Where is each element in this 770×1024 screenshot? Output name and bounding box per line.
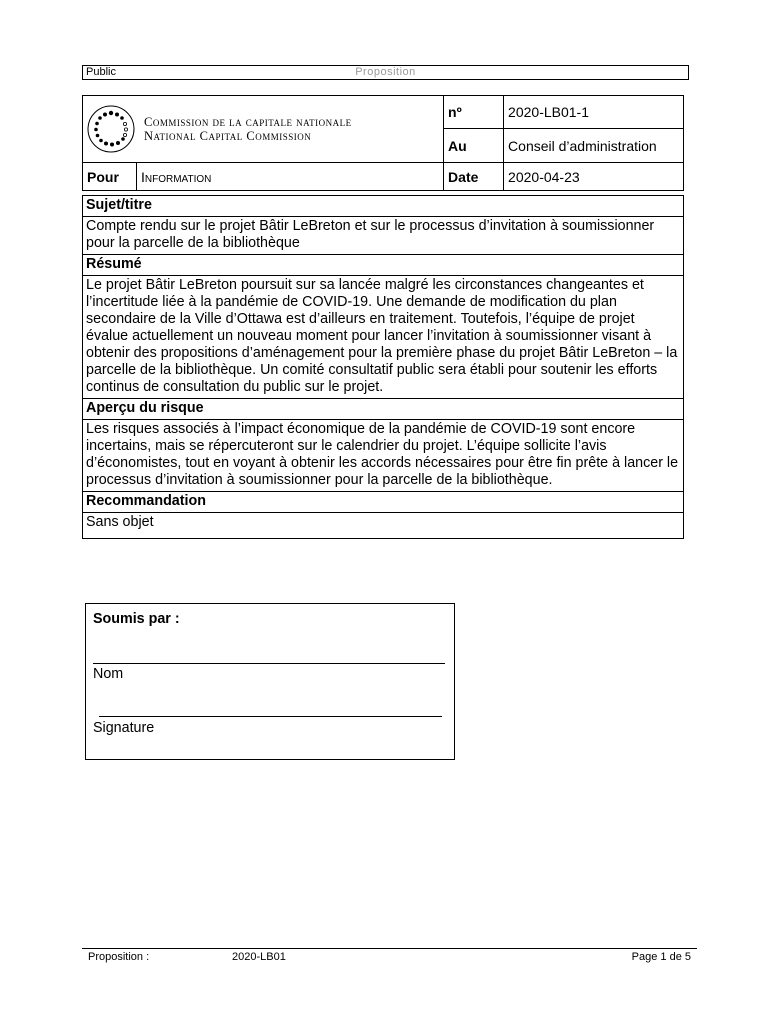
signature-label: Signature [93,720,155,736]
footer-proposition-value: 2020-LB01 [232,951,286,963]
subject-text: Compte rendu sur le projet Bâtir LeBreton et sur le processus d’invitation à soumissionner pour la parcelle de la bibliothèque [83,217,684,255]
submission-box [85,603,455,760]
purpose-label: Pour [83,163,137,191]
summary-text: Le projet Bâtir LeBreton poursuit sur sa lancée malgré les circonstances changeantes et l’incertitude liée à la pandémie de COVID-19. Une demande de modification du plan secondaire de la Ville d’Ottawa est d’ailleurs en traitement. Toutefois, l’équipe de projet évalue actuellement un nouveau moment pour lancer l’invitation à soumissionner visant à obtenir des propositions d’aménagement pour la première phase du projet Bâtir LeBreton – la parcelle de la bibliothèque. Un comité consultatif public sera établi pour soutenir les efforts continus de consultation du public sur le projet. [83,276,684,399]
purpose-value: Information [137,163,444,191]
page-footer [82,948,697,963]
logo-cell [83,96,444,163]
name-line[interactable] [93,663,445,664]
recommendation-heading: Recommandation [83,492,684,513]
org-name-en: National Capital Commission [144,129,312,143]
risk-heading: Aperçu du risque [83,399,684,420]
page-number: Page 1 de 5 [631,951,691,963]
recipient-label: Au [444,129,504,163]
ncc-seal-icon [86,104,136,154]
date-value: 2020-04-23 [504,163,684,191]
summary-heading: Résumé [83,255,684,276]
signature-line[interactable] [99,716,442,717]
recommendation-text: Sans objet [83,513,684,539]
number-value: 2020-LB01-1 [504,96,684,129]
classification-bar [82,65,689,80]
document-type-label: Proposition [355,66,416,78]
name-label: Nom [93,666,124,682]
header-table [82,95,684,191]
recipient-value: Conseil d’administration [504,129,684,163]
classification-label: Public [86,66,116,78]
org-name-fr: Commission de la capitale nationale [144,115,352,129]
submitted-by-heading: Soumis par : [93,611,180,627]
risk-text: Les risques associés à l’impact économique de la pandémie de COVID-19 sont encore incertains, mais se répercuteront sur le calendrier du projet. L’équipe sollicite l’avis d’économistes, tout en voyant à obtenir les accords nécessaires pour être fin prête à lancer le processus d’invitation à soumissionner pour la parcelle de la bibliothèque. [83,420,684,492]
content-table [82,195,684,539]
number-label: nº [444,96,504,129]
subject-heading: Sujet/titre [83,196,684,217]
organization-name [144,115,352,143]
date-label: Date [444,163,504,191]
footer-proposition-label: Proposition : [88,951,150,963]
